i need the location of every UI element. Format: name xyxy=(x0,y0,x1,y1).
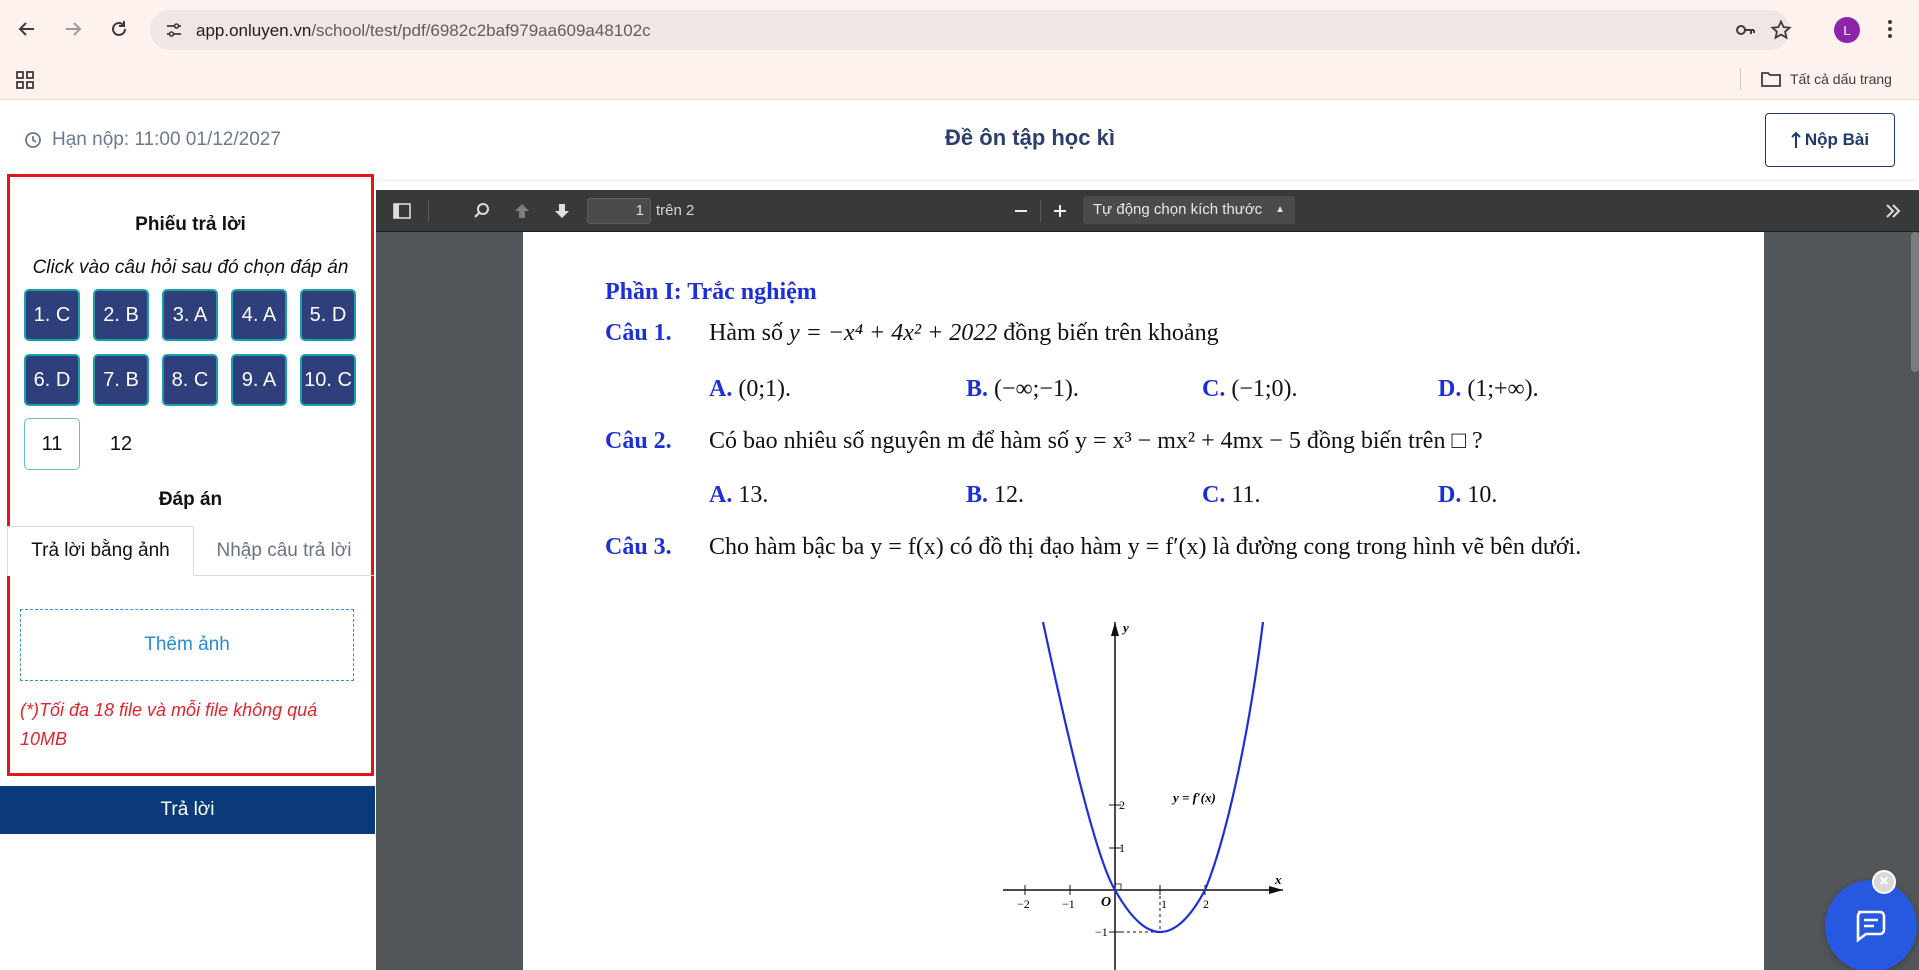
question-1-lead: Hàm số xyxy=(709,320,783,346)
question-button-8[interactable]: 8. C xyxy=(162,354,218,406)
question-button-5[interactable]: 5. D xyxy=(300,289,356,341)
question-button-4[interactable]: 4. A xyxy=(231,289,287,341)
question-1-expression: y = −x⁴ + 4x² + 2022 xyxy=(789,320,998,346)
y-axis-label: y xyxy=(1123,622,1129,635)
option-key: C. xyxy=(1202,376,1226,402)
pdf-toolbar xyxy=(376,190,1919,232)
option-text: 12. xyxy=(994,482,1025,508)
browser-toolbar xyxy=(0,0,1919,60)
exam-header xyxy=(0,101,1919,179)
plus-icon xyxy=(1052,203,1068,219)
question-1-number: Câu 1. xyxy=(605,320,672,346)
answer-mode-tabs xyxy=(7,526,374,576)
page-title: Đề ôn tập học kì xyxy=(945,125,1115,150)
zoom-select-value: Tự động chọn kích thước xyxy=(1093,201,1263,218)
bookmarks-bar xyxy=(0,60,1919,100)
answer-button[interactable]: Trả lời xyxy=(0,786,375,834)
key-icon[interactable] xyxy=(1734,19,1756,41)
all-bookmarks-button[interactable] xyxy=(1760,66,1892,92)
option-key: B. xyxy=(966,482,989,508)
toolbar-separator xyxy=(1040,200,1041,222)
profile-avatar[interactable]: L xyxy=(1834,17,1860,43)
option-text: (−∞;−1). xyxy=(994,376,1079,402)
question-button-2[interactable]: 2. B xyxy=(93,289,149,341)
option-text: (0;1). xyxy=(738,376,791,402)
double-chevron-right-icon xyxy=(1884,203,1902,219)
option-text: (1;+∞). xyxy=(1467,376,1539,402)
x-tick-label: 1 xyxy=(1161,897,1167,911)
question-2-option-d xyxy=(1438,482,1497,509)
derivative-curve xyxy=(1043,622,1263,932)
y-tick-label: 2 xyxy=(1119,798,1125,812)
arrow-up-icon xyxy=(513,202,531,220)
address-bar[interactable] xyxy=(150,10,1790,50)
option-key: D. xyxy=(1438,376,1462,402)
x-axis-label: x xyxy=(1275,872,1282,887)
arrow-up-icon xyxy=(1791,131,1801,149)
file-limit-note: (*)Tối đa 18 file và mỗi file không quá 10MB xyxy=(20,700,318,749)
question-1-option-a xyxy=(709,376,791,403)
tab-text-answer[interactable]: Nhập câu trả lời xyxy=(216,540,352,561)
y-tick-label: 1 xyxy=(1119,841,1125,855)
folder-icon xyxy=(1760,70,1782,88)
bookmarks-divider xyxy=(1740,68,1741,90)
x-tick-label: −1 xyxy=(1062,897,1075,911)
next-page-button[interactable] xyxy=(550,199,574,223)
option-key: D. xyxy=(1438,482,1462,508)
sidebar-toggle-button[interactable] xyxy=(390,199,414,223)
y-tick-label: −1 xyxy=(1095,925,1108,939)
x-axis-arrow xyxy=(1269,886,1283,894)
clock-icon xyxy=(24,131,42,149)
option-text: 13. xyxy=(738,482,769,508)
all-bookmarks-label: Tất cả dấu trang xyxy=(1790,71,1892,87)
question-2-text: Có bao nhiêu số nguyên m để hàm số y = x³ − mx² + 4mx − 5 đồng biến trên □ ? xyxy=(709,428,1483,454)
origin-label: O xyxy=(1101,895,1112,910)
question-button-6[interactable]: 6. D xyxy=(24,354,80,406)
curve-label: y = f′(x) xyxy=(1173,790,1216,805)
option-key: C. xyxy=(1202,482,1226,508)
chat-button[interactable] xyxy=(1825,880,1917,970)
option-key: B. xyxy=(966,376,989,402)
zoom-select[interactable] xyxy=(1083,196,1295,224)
star-icon[interactable] xyxy=(1770,19,1792,41)
x-tick-label: 2 xyxy=(1203,897,1209,911)
toolbar-separator xyxy=(428,200,429,222)
question-1-tail: đồng biến trên khoảng xyxy=(1003,320,1219,346)
derivative-graph xyxy=(1003,622,1363,970)
find-button[interactable] xyxy=(470,199,494,223)
tools-button[interactable] xyxy=(1881,199,1905,223)
right-angle-mark xyxy=(1115,884,1121,890)
reload-button[interactable] xyxy=(104,14,134,44)
search-icon xyxy=(473,202,491,220)
question-button-7[interactable]: 7. B xyxy=(93,354,149,406)
close-icon[interactable]: × xyxy=(1872,870,1896,894)
sheet-hint: Click vào câu hỏi sau đó chọn đáp án xyxy=(32,257,349,278)
section-title: Phần I: Trắc nghiệm xyxy=(605,279,817,305)
deadline xyxy=(24,129,281,151)
add-photo-button[interactable]: Thêm ảnh xyxy=(20,609,354,681)
forward-button[interactable] xyxy=(58,14,88,44)
zoom-out-button[interactable] xyxy=(1009,199,1033,223)
submit-exam-label: Nộp Bài xyxy=(1804,130,1870,149)
submit-exam-button[interactable] xyxy=(1765,113,1895,167)
apps-grid-icon[interactable] xyxy=(14,69,36,91)
option-text: 10. xyxy=(1467,482,1498,508)
tab-photo-answer[interactable]: Trả lời bằng ảnh xyxy=(7,526,194,576)
url-text[interactable] xyxy=(196,21,651,41)
option-text: (−1;0). xyxy=(1231,376,1298,402)
question-1-option-d xyxy=(1438,376,1539,403)
question-button-3[interactable]: 3. A xyxy=(162,289,218,341)
previous-page-button[interactable] xyxy=(510,199,534,223)
chevron-up-down-icon: ▲ xyxy=(1275,204,1285,215)
question-2-option-c xyxy=(1202,482,1260,509)
url-host: app.onluyen.vn xyxy=(196,21,312,40)
x-tick-label: −2 xyxy=(1017,897,1030,911)
question-3-number: Câu 3. xyxy=(605,534,672,560)
question-1-option-b xyxy=(966,376,1079,403)
deadline-text: Hạn nộp: 11:00 01/12/2027 xyxy=(52,129,281,150)
arrow-left-icon xyxy=(17,19,37,39)
y-axis-arrow xyxy=(1111,622,1119,636)
pdf-page xyxy=(523,232,1764,970)
chat-icon xyxy=(1852,908,1890,944)
sidebar-toggle-icon xyxy=(393,203,411,219)
browser-menu-button[interactable] xyxy=(1880,14,1900,44)
question-1-option-c xyxy=(1202,376,1298,403)
question-button-1[interactable]: 1. C xyxy=(24,289,80,341)
answer-sheet xyxy=(7,174,374,776)
question-2-number: Câu 2. xyxy=(605,428,672,454)
option-key: A. xyxy=(709,376,733,402)
pdf-scrollbar[interactable] xyxy=(1911,232,1919,372)
more-vertical-icon xyxy=(1887,19,1893,39)
question-button-10[interactable]: 10. C xyxy=(300,354,356,406)
back-button[interactable] xyxy=(12,14,42,44)
question-button-11[interactable]: 11 xyxy=(24,418,80,470)
question-1-text xyxy=(709,320,1219,347)
option-text: 11. xyxy=(1231,482,1261,508)
option-key: A. xyxy=(709,482,733,508)
sheet-title: Phiếu trả lời xyxy=(135,214,246,235)
tune-icon[interactable] xyxy=(164,20,184,40)
zoom-in-button[interactable] xyxy=(1048,199,1072,223)
minus-icon xyxy=(1013,203,1029,219)
arrow-right-icon xyxy=(63,19,83,39)
page-count: trên 2 xyxy=(656,202,695,219)
reload-icon xyxy=(109,19,129,39)
question-2-option-b xyxy=(966,482,1024,509)
question-2-option-a xyxy=(709,482,768,509)
answer-section-title: Đáp án xyxy=(158,489,223,510)
question-button-12[interactable]: 12 xyxy=(109,432,133,455)
page-number-input[interactable]: 1 xyxy=(587,198,651,224)
question-3-text: Cho hàm bậc ba y = f(x) có đồ thị đạo hàm y = f′(x) là đường cong trong hình vẽ bên dưới. xyxy=(709,534,1582,560)
pdf-viewer xyxy=(376,190,1919,970)
url-path: /school/test/pdf/6982c2baf979aa609a48102c xyxy=(311,21,651,40)
arrow-down-icon xyxy=(553,202,571,220)
question-button-9[interactable]: 9. A xyxy=(231,354,287,406)
